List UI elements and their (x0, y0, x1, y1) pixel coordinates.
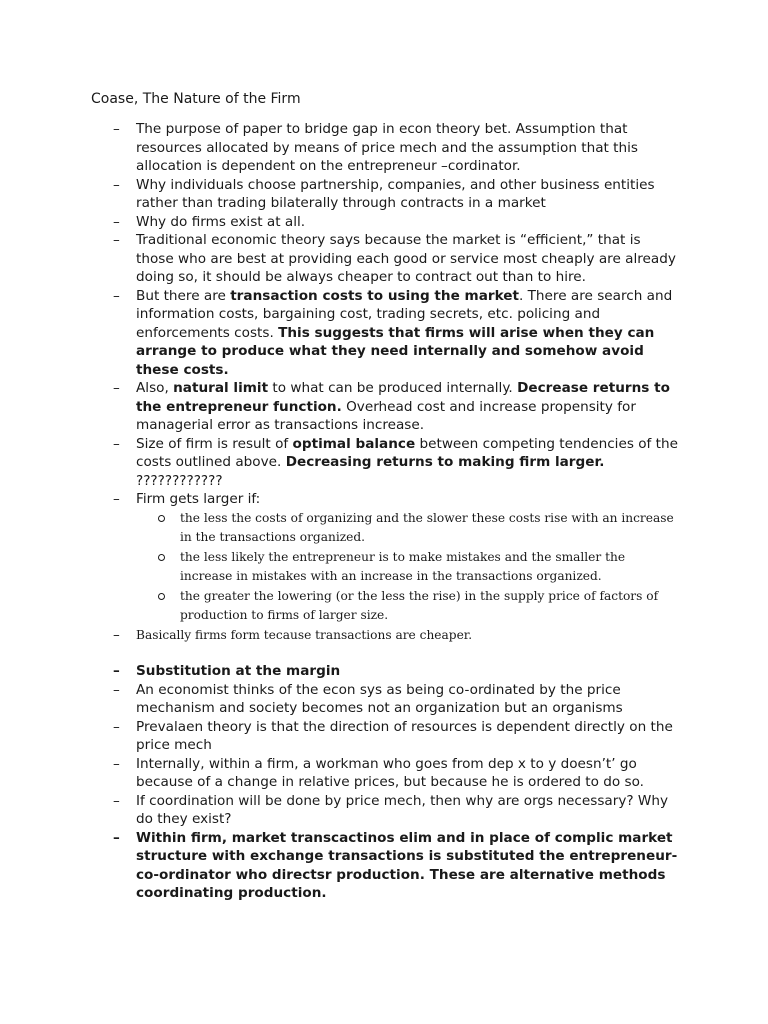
item-text: An economist thinks of the econ sys as being co-ordinated by the price mechanism and society becomes not an organization but an organisms (136, 681, 623, 716)
item-text: Internally, within a firm, a workman who goes from dep x to y doesn’t’ go because of a change in relative prices, but because he is ordered to do so. (136, 755, 644, 790)
section-heading (0, 662, 768, 681)
item-text: ???????????? (136, 472, 223, 489)
item-bold-text: transaction costs to using the market (230, 287, 519, 304)
dash-bullet: – (113, 380, 120, 396)
dash-bullet: – (113, 232, 120, 248)
item-bold-text: Decrease returns to the entrepreneur function. (136, 380, 670, 415)
circle-bullet-icon (158, 593, 165, 600)
dash-bullet: – (113, 755, 120, 772)
item-text: Also, (136, 380, 174, 396)
item-bold-text: natural limit (173, 380, 269, 396)
item-text: . There are search and information costs, bargaining cost, trading secrets, etc. policing and enforcements costs. (136, 287, 673, 341)
dash-bullet: – (113, 829, 120, 846)
list-item (0, 681, 768, 718)
item-text: But there are (136, 287, 231, 304)
list-item (0, 718, 768, 755)
list-item (0, 120, 768, 176)
dash-bullet: – (113, 121, 120, 137)
list-item (0, 176, 768, 213)
item-text: Size of firm is result of (136, 435, 293, 452)
item-text: Prevalaen theory is that the direction of resources is dependent directly on the price mech (136, 718, 673, 753)
bullet-list-section-1 (0, 120, 768, 644)
list-item (0, 213, 768, 232)
dash-bullet: – (113, 176, 120, 193)
circle-bullet-icon (158, 554, 165, 561)
item-text: If coordination will be done by price mech, then why are orgs necessary? Why do they exist? (136, 792, 669, 827)
item-text: Overhead cost and increase propensity for managerial error as transactions increase. (136, 398, 636, 433)
sub-list-item (136, 509, 680, 548)
item-text: The purpose of paper to bridge gap in econ theory bet. Assumption that resources allocated by means of price mech and the assumption that this allocation is dependent on the entrepreneur –cordinator. (136, 121, 638, 174)
bullet-list-section-2 (0, 662, 768, 903)
list-item (0, 379, 768, 435)
list-item (0, 490, 768, 626)
sub-item-text: the less likely the entrepreneur is to make mistakes and the smaller the increase in mistakes with an increase in the transactions organized. (180, 549, 626, 583)
sub-list-item (136, 548, 680, 587)
dash-bullet: – (113, 491, 120, 507)
dash-bullet: – (113, 681, 120, 698)
list-item (0, 755, 768, 792)
dash-bullet: – (113, 213, 120, 230)
dash-bullet: – (113, 718, 120, 735)
item-text: between competing tendencies of the costs outlined above. (136, 435, 678, 470)
section-heading-text: Substitution at the margin (136, 663, 341, 679)
item-text: Why individuals choose partnership, companies, and other business entities rather than trading bilaterally through contracts in a market (136, 176, 655, 211)
sub-bullet-list (136, 509, 680, 626)
list-item (0, 435, 768, 491)
list-item (0, 792, 768, 829)
dash-bullet: – (113, 435, 120, 452)
sub-item-text: the less the costs of organizing and the slower these costs rise with an increase in the transactions organized. (180, 510, 674, 544)
list-item (0, 231, 768, 287)
dash-bullet: – (113, 663, 120, 679)
list-item (0, 287, 768, 380)
item-text: Why do firms exist at all. (136, 213, 306, 230)
dash-bullet: – (113, 287, 120, 304)
item-bold-text: Within firm, market transcactinos elim and in place of complic market structure with exchange transactions is substituted the entrepreneur-co-ordinator who directsr production. These are alternative methods coordinating production. (136, 829, 678, 901)
item-text: Traditional economic theory says because the market is “efficient,” that is those who are best at providing each good or service most cheaply are already doing so, it should be always cheaper to contract out than to hire. (136, 232, 676, 285)
list-item-bold (0, 829, 768, 903)
sub-item-text: the greater the lowering (or the less the rise) in the supply price of factors of production to firms of larger size. (180, 588, 659, 622)
dash-bullet: – (113, 792, 120, 809)
item-bold-text: optimal balance (292, 435, 416, 452)
item-text: to what can be produced internally. (268, 380, 518, 396)
item-text: Firm gets larger if: (136, 491, 261, 507)
item-text: Basically firms form tecause transactions are cheaper. (136, 627, 473, 642)
sub-list-item (136, 587, 680, 626)
circle-bullet-icon (158, 515, 165, 522)
item-bold-text: Decreasing returns to making firm larger. (285, 454, 605, 470)
list-item (0, 626, 768, 645)
document-title: Coase, The Nature of the Firm (91, 91, 301, 107)
item-bold-text: This suggests that firms will arise when they can arrange to produce what they need internally and somehow avoid these costs. (136, 324, 655, 378)
dash-bullet: – (113, 626, 120, 643)
